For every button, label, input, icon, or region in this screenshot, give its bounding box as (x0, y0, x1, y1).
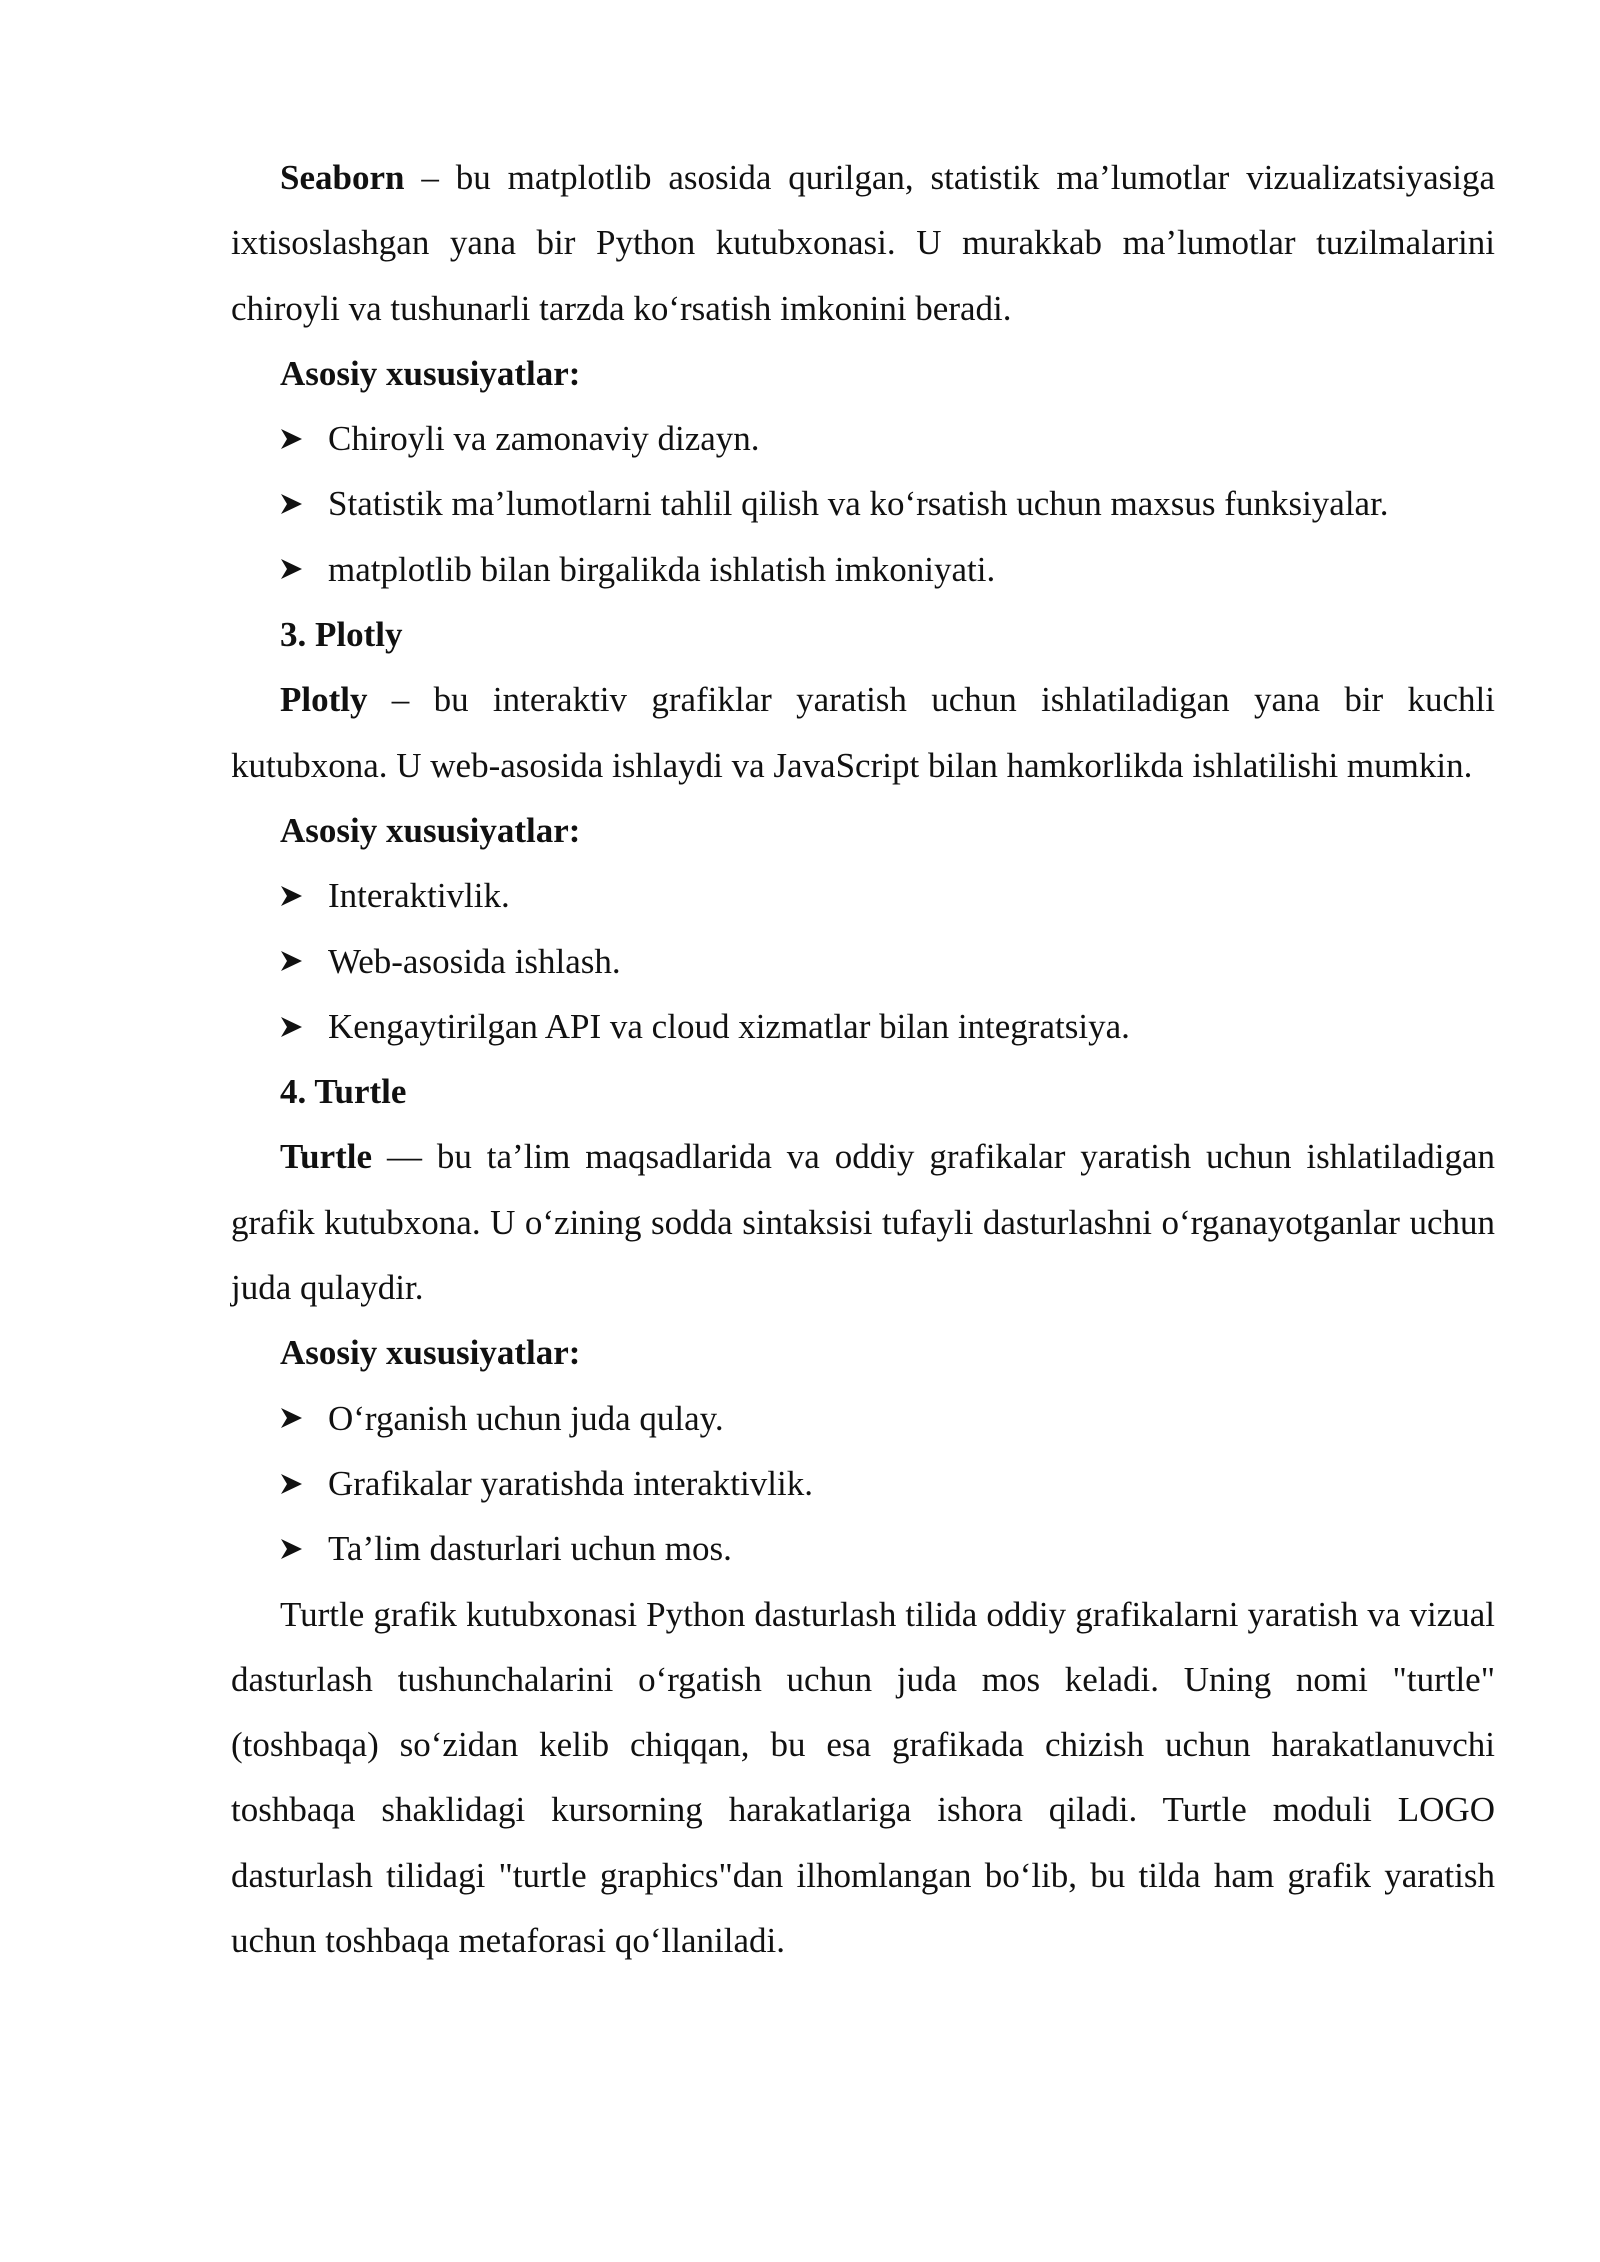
list-item-text: Kengaytirilgan API va cloud xizmatlar bilan integratsiya. (328, 1006, 1130, 1046)
list-item-text: matplotlib bilan birgalikda ishlatish imkoniyati. (328, 549, 996, 589)
turtle-paragraph (231, 1124, 1495, 1320)
arrowhead-bullet-icon (280, 1386, 310, 1451)
turtle-features-list (231, 1386, 1495, 1582)
list-item (231, 929, 1495, 994)
list-item (231, 471, 1495, 536)
list-item-text: Interaktivlik. (328, 876, 510, 916)
turtle-heading: 4. Turtle (280, 1072, 407, 1112)
seaborn-features-list (231, 406, 1495, 602)
list-item-text: Web-asosida ishlash. (328, 941, 621, 981)
list-item-text: Ta’lim dasturlari uchun mos. (328, 1529, 732, 1569)
plotly-features-list (231, 863, 1495, 1059)
list-item (231, 1516, 1495, 1581)
list-item (231, 1451, 1495, 1516)
list-item (231, 994, 1495, 1059)
list-item-text: Grafikalar yaratishda interaktivlik. (328, 1463, 813, 1503)
list-item-text: O‘rganish uchun juda qulay. (328, 1398, 724, 1438)
plotly-paragraph (231, 667, 1495, 798)
plotly-term: Plotly (280, 680, 368, 720)
arrowhead-bullet-icon (280, 406, 310, 471)
list-item (231, 537, 1495, 602)
seaborn-term: Seaborn (280, 158, 405, 197)
arrowhead-bullet-icon (280, 994, 310, 1059)
list-item (231, 406, 1495, 471)
arrowhead-bullet-icon (280, 537, 310, 602)
document-page (231, 145, 1495, 1973)
arrowhead-bullet-icon (280, 471, 310, 536)
plotly-features-heading: Asosiy xususiyatlar: (280, 810, 581, 850)
list-item (231, 863, 1495, 928)
arrowhead-bullet-icon (280, 1516, 310, 1581)
plotly-description: – bu interaktiv grafiklar yaratish uchun ishlatiladigan yana bir kuchli kutubxona. U web-asosida ishlaydi va JavaScript bilan hamkorlikda ishlatilishi mumkin. (231, 680, 1495, 785)
arrowhead-bullet-icon (280, 863, 310, 928)
list-item-text: Chiroyli va zamonaviy dizayn. (328, 419, 760, 459)
turtle-description: — bu ta’lim maqsadlarida va oddiy grafikalar yaratish uchun ishlatiladigan grafik kutubxona. U o‘zining sodda sintaksisi tufayli dasturlashni o‘rganayotganlar uchun juda qulaydir. (231, 1137, 1495, 1308)
seaborn-paragraph (231, 145, 1495, 341)
turtle-features-heading: Asosiy xususiyatlar: (280, 1333, 581, 1373)
plotly-heading: 3. Plotly (280, 615, 403, 655)
arrowhead-bullet-icon (280, 1451, 310, 1516)
seaborn-features-heading: Asosiy xususiyatlar: (280, 353, 581, 393)
turtle-closing-paragraph: Turtle grafik kutubxonasi Python dasturlash tilida oddiy grafikalarni yaratish va vizual dasturlash tushunchalarini o‘rgatish uchun juda mos keladi. Uning nomi "turtle" (toshbaqa) so‘zidan kelib chiqqan, bu esa grafikada chizish uchun harakatlanuvchi toshbaqa shaklidagi kursorning harakatlariga ishora qiladi. Turtle moduli LOGO dasturlash tilidagi "turtle graphics"dan ilhomlangan bo‘lib, bu tilda ham grafik yaratish uchun toshbaqa metaforasi qo‘llaniladi. (231, 1594, 1495, 1961)
arrowhead-bullet-icon (280, 929, 310, 994)
seaborn-description: – bu matplotlib asosida qurilgan, statistik ma’lumotlar vizualizatsiyasiga ixtisoslashgan yana bir Python kutubxonasi. U murakkab ma’lumotlar tuzilmalarini chiroyli va tushunarli tarzda ko‘rsatish imkonini beradi. (231, 158, 1495, 328)
turtle-term: Turtle (280, 1137, 373, 1177)
list-item-text: Statistik ma’lumotlarni tahlil qilish va ko‘rsatish uchun maxsus funksiyalar. (328, 484, 1389, 524)
list-item (231, 1386, 1495, 1451)
